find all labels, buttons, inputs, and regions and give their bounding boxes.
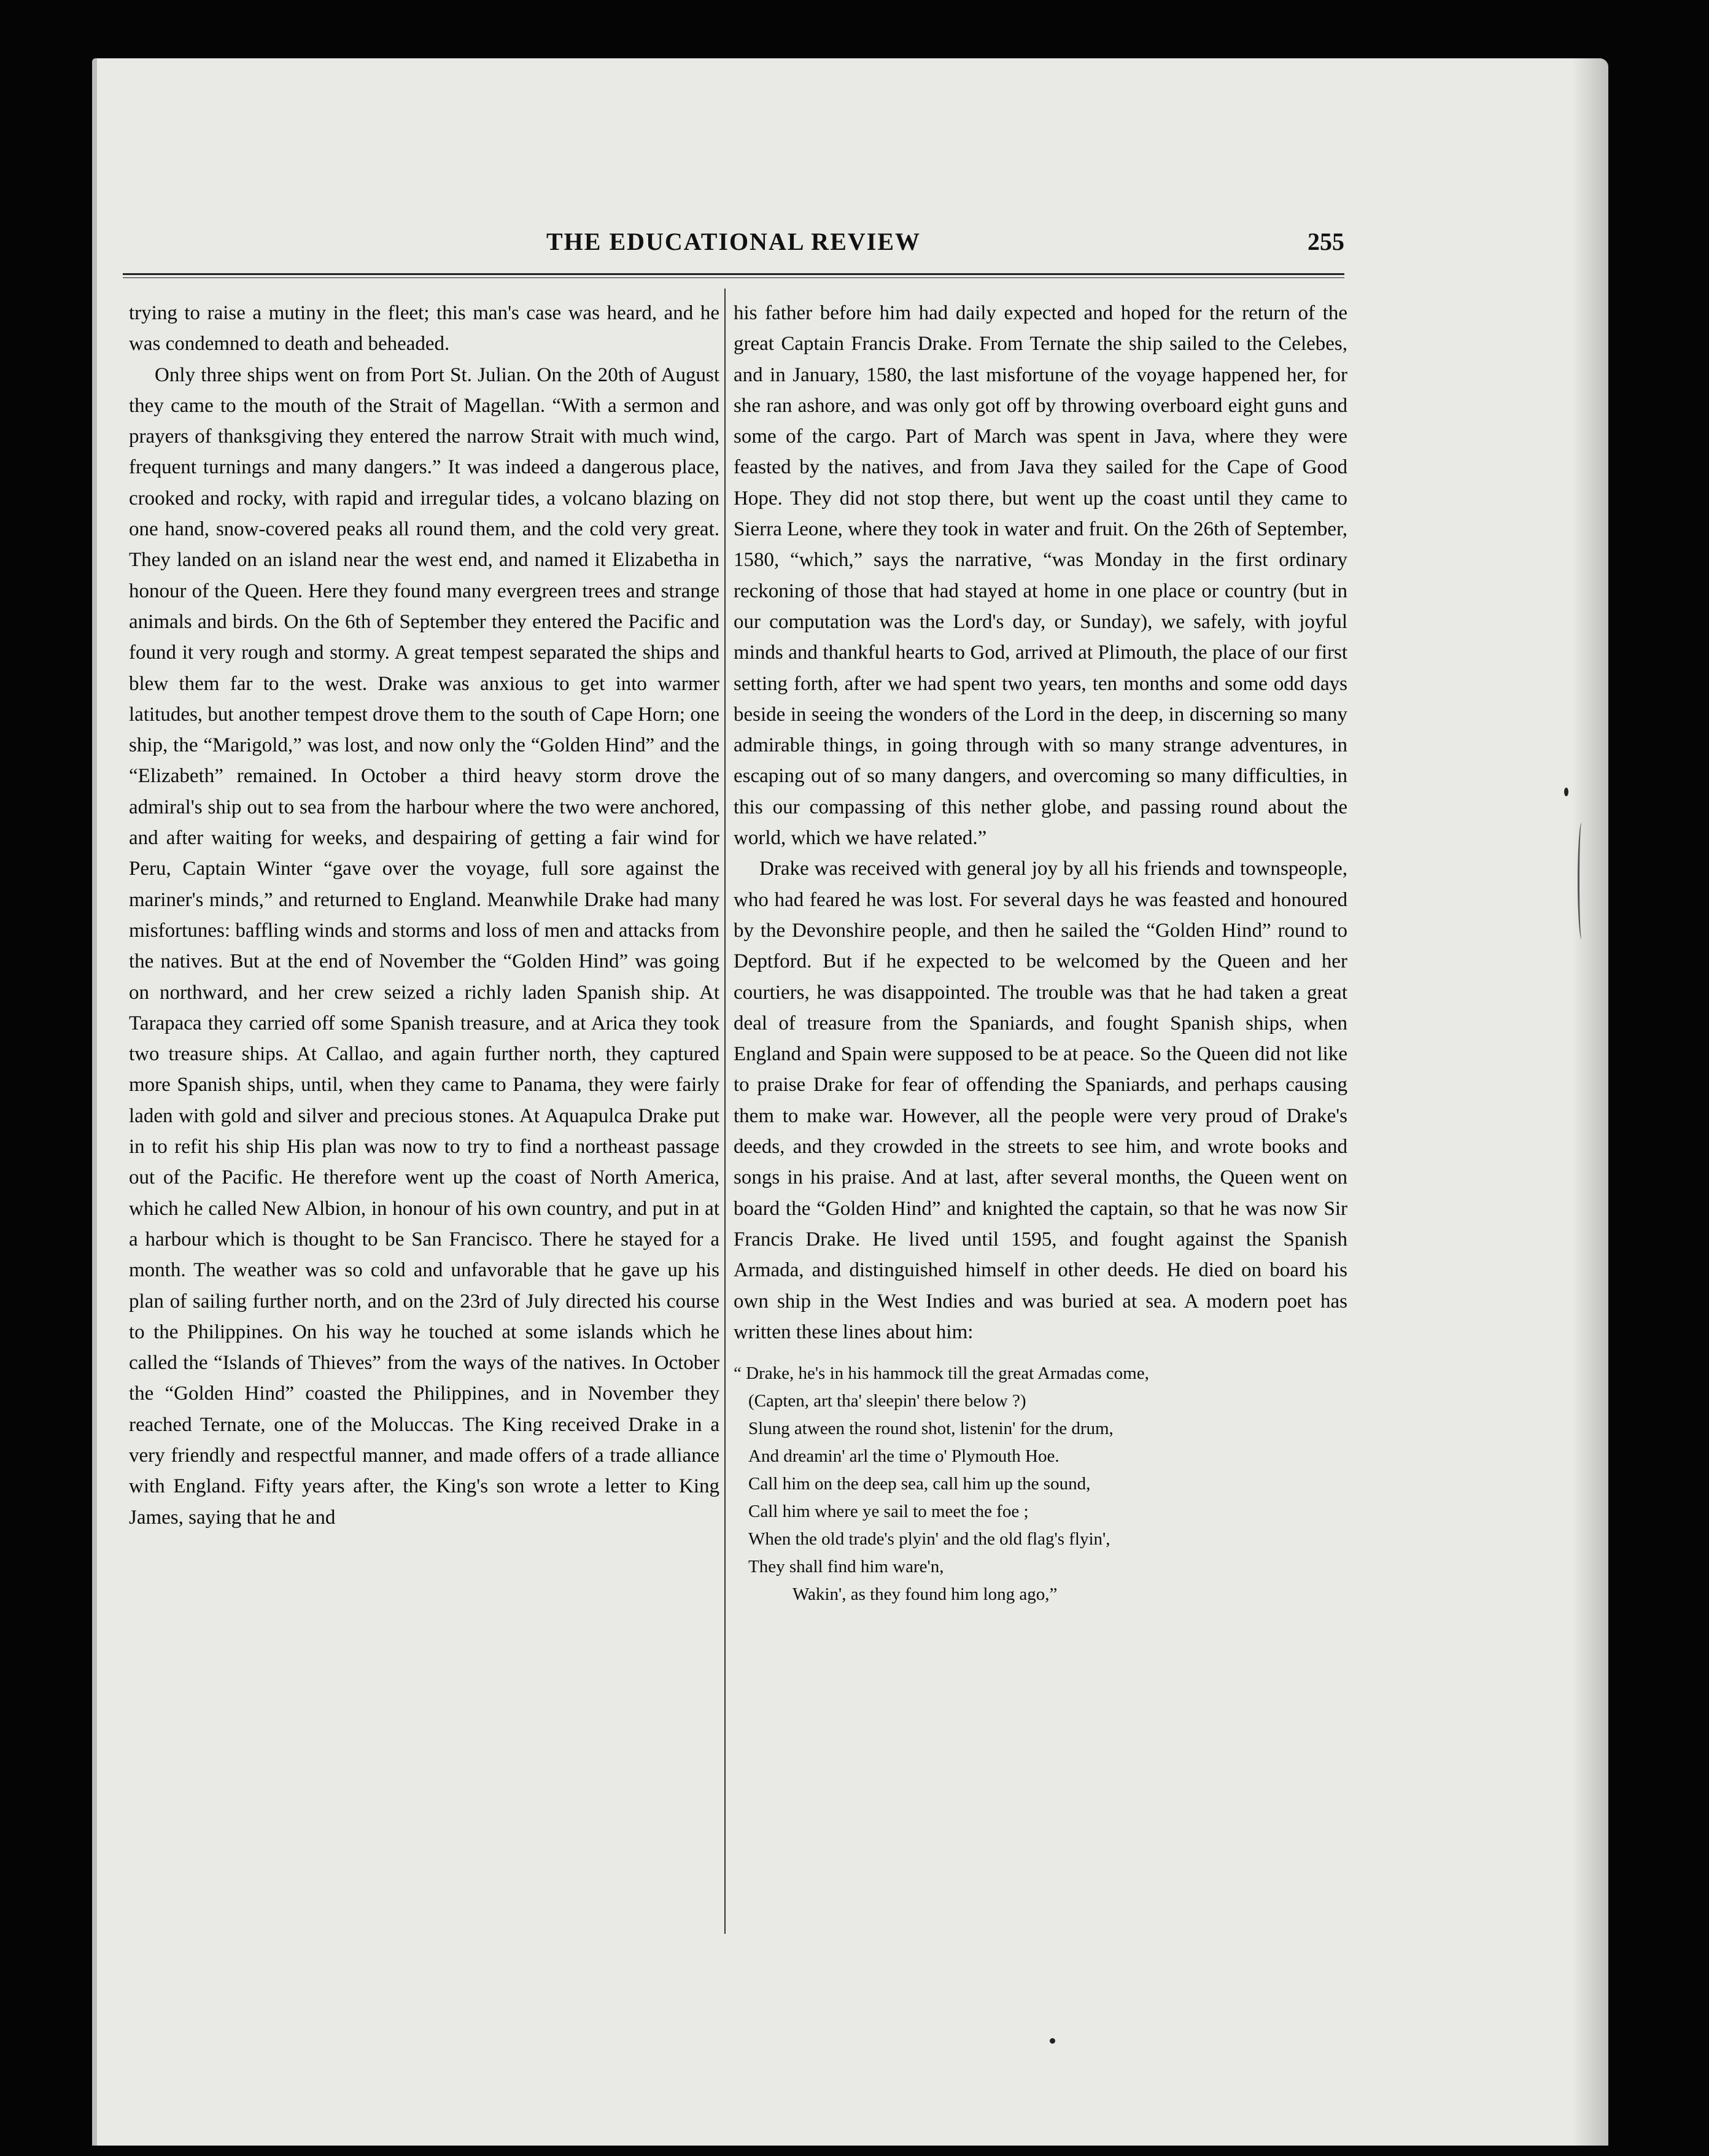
poem-line: When the old trade's plyin' and the old flag's flyin',	[748, 1529, 1110, 1549]
poem-line: Wakin', as they found him long ago,”	[792, 1584, 1058, 1605]
poem-line: Slung atween the round shot, listenin' for the drum,	[748, 1419, 1114, 1439]
left-column	[129, 298, 719, 1533]
margin-mark	[1578, 823, 1586, 939]
ink-speck	[1050, 2038, 1055, 2044]
page-shadow	[1571, 58, 1608, 2146]
poem-quote	[734, 1360, 1347, 1608]
page-edge	[92, 58, 97, 2146]
poem-line: Call him where ye sail to meet the foe ;	[748, 1502, 1029, 1522]
poem-line: (Capten, art tha' sleepin' there below ?)	[748, 1391, 1026, 1411]
running-header	[123, 227, 1344, 264]
poem-line: “ Drake, he's in his hammock till the great Armadas come,	[734, 1363, 1149, 1384]
paragraph: his father before him had daily expected and hoped for the return of the great Captain Francis Drake. From Ternate the ship sailed to the Celebes, and in January, 1580, the last misfortune of the voyage happened her, for she ran ashore, and was only got off by throwing overboard eight guns and some of the cargo. Part of March was spent in Java, where they were feasted by the natives, and from Java they sailed for the Cape of Good Hope. They did not stop there, but went up the coast until they came to Sierra Leone, where they took in water and fruit. On the 26th of September, 1580, “which,” says the narrative, “was Monday in the first ordinary reckoning of those that had stayed at home in one place or country (but in our computation was the Lord's day, or Sunday), we safely, with joyful minds and thankful hearts to God, arrived at Plimouth, the place of our first setting forth, after we had spent two years, ten months and some odd days beside in seeing the wonders of the Lord in the deep, in discerning so many admirable things, in going through with so many strange adventures, in escaping out of so many dangers, and overcoming so many difficulties, in this our compassing of this nether globe, and passing round about the world, which we have related.”	[734, 302, 1347, 850]
header-rule	[123, 273, 1344, 278]
poem-line: Call him on the deep sea, call him up the sound,	[748, 1474, 1091, 1494]
poem-line: They shall find him ware'n,	[748, 1557, 944, 1577]
page-number: 255	[1308, 228, 1344, 255]
right-column	[734, 298, 1347, 1608]
paragraph: Only three ships went on from Port St. Julian. On the 20th of August they came to the mouth of the Strait of Magellan. “With a sermon and prayers of thanksgiving they entered the narrow Strait with much wind, frequent turnings and many dangers.” It was indeed a dangerous place, crooked and rocky, with rapid and irregular tides, a volcano blazing on one hand, snow-covered peaks all round them, and the cold very great. They landed on an island near the west end, and named it Elizabetha in honour of the Queen. Here they found many evergreen trees and strange animals and birds. On the 6th of September they entered the Pacific and found it very rough and stormy. A great tempest separated the ships and blew them far to the west. Drake was anxious to get into warmer latitudes, but another tempest drove them to the south of Cape Horn; one ship, the “Marigold,” was lost, and now only the “Golden Hind” and the “Elizabeth” remained. In October a third heavy storm drove the admiral's ship out to sea from the harbour where the two were anchored, and after waiting for weeks, and despairing of getting a fair wind for Peru, Captain Winter “gave over the voyage, full sore against the mariner's minds,” and returned to England. Meanwhile Drake had many misfortunes: baffling winds and storms and loss of men and attacks from the natives. But at the end of November the “Golden Hind” was going on northward, and her crew seized a richly laden Spanish ship. At Tarapaca they carried off some Spanish treasure, and at Arica they took two treasure ships. At Callao, and again further north, they captured more Spanish ships, until, when they came to Panama, they were fairly laden with gold and silver and precious stones. At Aquapulca Drake put in to refit his ship His plan was now to try to find a northeast passage out of the Pacific. He therefore went up the coast of North America, which he called New Albion, in honour of his own country, and put in at a harbour which is thought to be San Francisco. There he stayed for a month. The weather was so cold and unfavorable that he gave up his plan of sailing further north, and on the 23rd of July directed his course to the Philippines. On his way he touched at some islands which he called the “Islands of Thieves” from the ways of the natives. In October the “Golden Hind” coasted the Philippines, and in November they reached Ternate, one of the Moluccas. The King received Drake in a very friendly and respectful manner, and made offers of a trade alliance with England. Fifty years after, the King's son wrote a letter to King James, saying that he and	[129, 363, 719, 1529]
ink-speck	[1564, 788, 1568, 796]
paragraph: Drake was received with general joy by all his friends and townspeople, who had feared he was lost. For several days he was feasted and honoured by the Devonshire people, and then he sailed the “Golden Hind” round to Deptford. But if he expected to be welcomed by the Queen and her courtiers, he was disappointed. The trouble was that he had taken a great deal of treasure from the Spaniards, and fought Spanish ships, when England and Spain were supposed to be at peace. So the Queen did not like to praise Drake for fear of offending the Spaniards, and perhaps causing them to make war. However, all the people were very proud of Drake's deeds, and they crowded in the streets to see him, and wrote books and songs in his praise. And at last, after several months, the Queen went on board the “Golden Hind” and knighted the captain, so that he was now Sir Francis Drake. He lived until 1595, and fought against the Spanish Armada, and distinguished himself in other deeds. He died on board his own ship in the West Indies and was buried at sea. A modern poet has written these lines about him:	[734, 858, 1347, 1343]
journal-title: THE EDUCATIONAL REVIEW	[546, 228, 921, 255]
paragraph: trying to raise a mutiny in the fleet; this man's case was heard, and he was condemned to death and beheaded.	[129, 302, 719, 355]
column-divider	[724, 289, 726, 1934]
poem-line: And dreamin' arl the time o' Plymouth Hoe.	[748, 1446, 1060, 1467]
